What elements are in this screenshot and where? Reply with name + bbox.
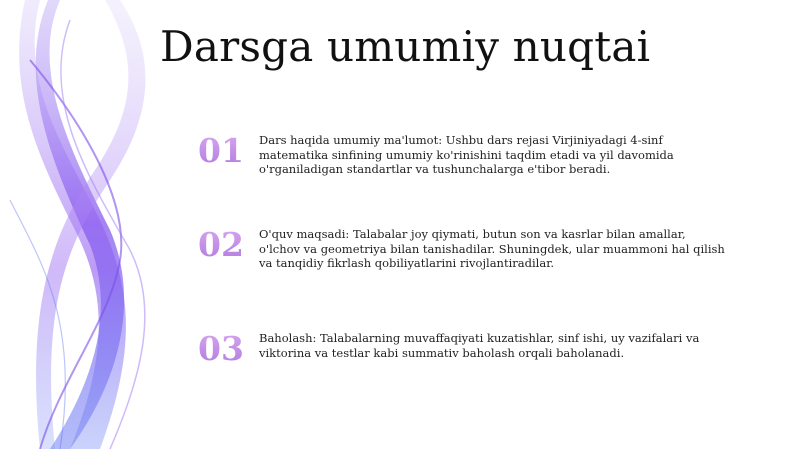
- item-number: 03: [198, 329, 244, 368]
- item-text: Baholash: Talabalarning muvaffaqiyati kuzatishlar, sinf ishi, uy vazifalari va viktorina va testlar kabi summativ baholash orqali baholanadi.: [259, 331, 700, 360]
- slide-title: Darsga umumiy nuqtai: [160, 22, 651, 71]
- item-number: 02: [198, 225, 244, 264]
- item-text: Dars haqida umumiy ma'lumot: Ushbu dars rejasi Virjiniyadagi 4-sinf matematika sinfining umumiy ko'rinishini taqdim etadi va yil davomida o'rganiladigan standartlar va tushunchalarga e'tibor beradi.: [259, 133, 674, 176]
- item-text: O'quv maqsadi: Talabalar joy qiymati, butun son va kasrlar bilan amallar, o'lchov va geometriya bilan tanishadilar. Shuningdek, ular muammoni hal qilish va tanqidiy fikrlash qobiliyatlarini rivojlantiradilar.: [259, 227, 725, 270]
- item-number: 01: [198, 131, 244, 170]
